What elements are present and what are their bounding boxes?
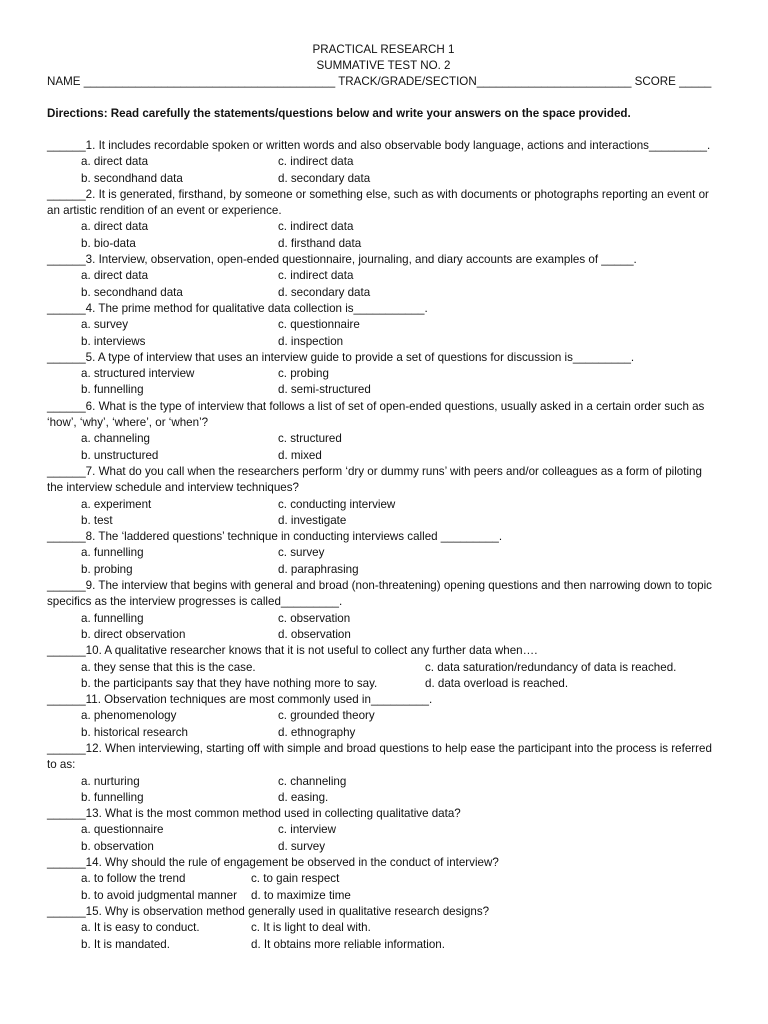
question-stem: ______9. The interview that begins with general and broad (non-threatening) opening questions and then narrowing down to topic specifics as the interview progresses is called_________.	[47, 579, 716, 609]
answer-option: c. indirect data	[278, 269, 354, 283]
answer-option: d. semi-structured	[278, 383, 371, 397]
answer-options	[47, 660, 720, 693]
question-stem: ______11. Observation techniques are most commonly used in_________.	[47, 693, 433, 707]
question-item	[47, 399, 720, 464]
answer-option: c. It is light to deal with.	[251, 921, 371, 935]
answer-option: a. channeling	[81, 432, 150, 446]
answer-option: b. bio-data	[81, 236, 136, 250]
answer-option: b. to avoid judgmental manner	[81, 888, 237, 902]
question-stem: ______10. A qualitative researcher knows that it is not useful to collect any further data when….	[47, 644, 538, 658]
answer-option: d. It obtains more reliable information.	[251, 937, 445, 951]
answer-option: a. questionnaire	[81, 823, 164, 837]
test-title: PRACTICAL RESEARCH 1	[312, 43, 455, 56]
student-info-line: NAME _______________________________________ TRACK/GRADE/SECTION________________________ SCORE _____	[47, 75, 712, 88]
answer-options	[47, 317, 720, 350]
question-stem: ______2. It is generated, firsthand, by someone or something else, such as with documents or photographs reporting an event or an artistic rendition of an event or experience.	[47, 187, 713, 218]
question-item	[47, 301, 720, 350]
question-item	[47, 741, 720, 806]
answer-options	[47, 497, 720, 530]
answer-option: c. questionnaire	[278, 318, 360, 332]
answer-option: d. secondary data	[278, 171, 371, 185]
answer-option: d. inspection	[278, 334, 344, 348]
answer-option: b. historical research	[81, 725, 188, 739]
question-stem: ______14. Why should the rule of engagement be observed in the conduct of interview?	[47, 856, 499, 870]
answer-option: a. funnelling	[81, 611, 144, 625]
question-stem: ______15. Why is observation method generally used in qualitative research designs?	[47, 904, 490, 918]
answer-option: d. ethnography	[278, 725, 356, 739]
question-item	[47, 692, 720, 741]
answer-option: d. observation	[278, 627, 351, 641]
answer-option: a. direct data	[81, 269, 149, 283]
question-item	[47, 187, 720, 252]
answer-option: c. observation	[278, 611, 351, 625]
test-header	[47, 42, 720, 74]
answer-option: c. channeling	[278, 774, 347, 788]
answer-options	[47, 268, 720, 301]
question-stem: ______8. The ‘laddered questions’ technique in conducting interviews called _________.	[47, 530, 503, 544]
answer-option: d. easing.	[278, 790, 329, 804]
answer-option: a. direct data	[81, 220, 149, 234]
answer-option: c. indirect data	[278, 155, 354, 169]
question-stem: ______7. What do you call when the researchers perform ‘dry or dummy runs’ with peers and/or colleagues as a form of piloting the interview schedule and interview techniques?	[47, 464, 706, 495]
answer-option: d. firsthand data	[278, 236, 362, 250]
answer-options	[47, 219, 720, 252]
answer-option: c. conducting interview	[278, 497, 396, 511]
answer-option: d. survey	[278, 839, 326, 853]
question-stem: ______4. The prime method for qualitative data collection is___________.	[47, 301, 428, 315]
question-item	[47, 643, 720, 692]
question-item	[47, 904, 720, 953]
answer-option: b. direct observation	[81, 627, 186, 641]
answer-option: a. funnelling	[81, 546, 144, 560]
answer-option: a. direct data	[81, 155, 149, 169]
answer-option: c. indirect data	[278, 220, 354, 234]
question-item	[47, 350, 720, 399]
answer-option: b. probing	[81, 562, 133, 576]
answer-option: d. data overload is reached.	[425, 676, 569, 690]
answer-option: d. investigate	[278, 513, 347, 527]
answer-options	[47, 822, 720, 855]
answer-option: c. interview	[278, 823, 336, 837]
answer-option: a. experiment	[81, 497, 152, 511]
answer-option: a. to follow the trend	[81, 872, 186, 886]
answer-options	[47, 920, 720, 953]
answer-option: a. It is easy to conduct.	[81, 921, 200, 935]
question-item	[47, 806, 720, 855]
question-stem: ______3. Interview, observation, open-ended questionnaire, journaling, and diary accounts are examples of _____.	[47, 253, 637, 267]
question-item	[47, 855, 720, 904]
answer-options	[47, 708, 720, 741]
answer-options	[47, 871, 720, 904]
question-stem: ______6. What is the type of interview that follows a list of set of open-ended questions, usually asked in a certain order such as ‘how’, ‘why’, ‘where’, or ‘when’?	[47, 399, 708, 430]
answer-option: b. test	[81, 513, 113, 527]
answer-option: c. to gain respect	[251, 872, 340, 886]
answer-option: d. mixed	[278, 448, 322, 462]
answer-option: b. unstructured	[81, 448, 159, 462]
answer-option: c. grounded theory	[278, 709, 375, 723]
answer-option: b. It is mandated.	[81, 937, 170, 951]
answer-options	[47, 774, 720, 807]
question-item	[47, 529, 720, 578]
question-item	[47, 578, 720, 643]
question-list	[47, 138, 720, 953]
question-stem: ______5. A type of interview that uses an interview guide to provide a set of questions for discussion is_________.	[47, 350, 635, 364]
question-item	[47, 138, 720, 187]
answer-option: d. to maximize time	[251, 888, 351, 902]
question-item	[47, 464, 720, 529]
answer-option: b. observation	[81, 839, 154, 853]
question-item	[47, 252, 720, 301]
answer-option: a. they sense that this is the case.	[81, 660, 256, 674]
answer-options	[47, 431, 720, 464]
answer-options	[47, 611, 720, 644]
answer-option: d. secondary data	[278, 285, 371, 299]
answer-options	[47, 366, 720, 399]
question-stem: ______1. It includes recordable spoken or written words and also observable body language, actions and interactions_________.	[47, 139, 711, 152]
answer-option: b. secondhand data	[81, 285, 183, 299]
answer-option: d. paraphrasing	[278, 562, 359, 576]
answer-options	[47, 545, 720, 578]
answer-option: c. structured	[278, 432, 342, 446]
answer-option: b. interviews	[81, 334, 146, 348]
answer-option: a. survey	[81, 318, 129, 332]
answer-options	[47, 154, 720, 187]
test-subtitle: SUMMATIVE TEST NO. 2	[316, 59, 451, 72]
question-stem: ______13. What is the most common method used in collecting qualitative data?	[47, 807, 461, 821]
answer-option: a. nurturing	[81, 774, 140, 788]
answer-option: b. the participants say that they have nothing more to say.	[81, 676, 378, 690]
answer-option: b. funnelling	[81, 790, 144, 804]
answer-option: b. secondhand data	[81, 171, 183, 185]
answer-option: c. data saturation/redundancy of data is reached.	[425, 660, 677, 674]
question-stem: ______12. When interviewing, starting off with simple and broad questions to help ease the participant into the process is referred to as:	[47, 741, 716, 772]
answer-option: b. funnelling	[81, 383, 144, 397]
answer-option: c. probing	[278, 367, 329, 381]
directions: Directions: Read carefully the statements/questions below and write your answers on the space provided.	[47, 107, 631, 120]
answer-option: c. survey	[278, 546, 325, 560]
answer-option: a. structured interview	[81, 367, 195, 381]
answer-option: a. phenomenology	[81, 709, 177, 723]
